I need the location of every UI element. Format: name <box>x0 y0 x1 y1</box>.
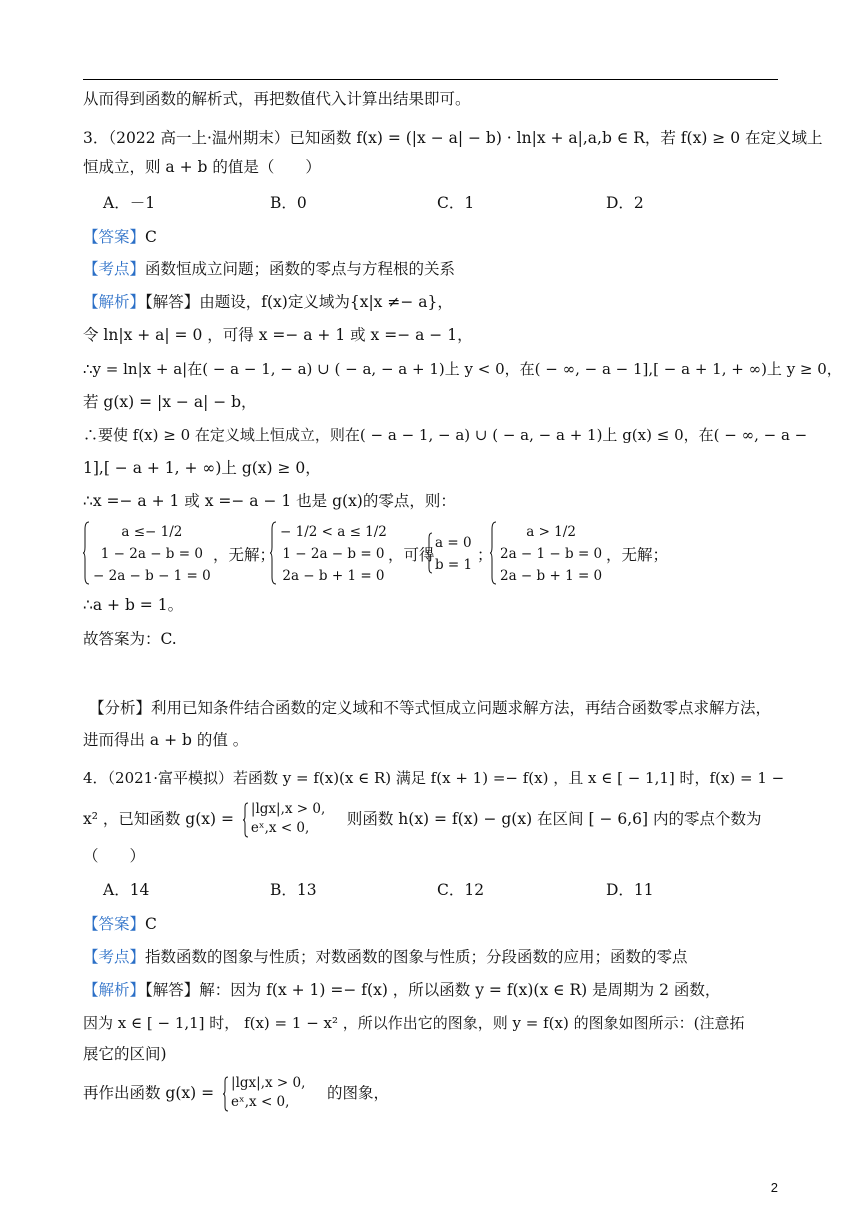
q4-option-b: B．13 <box>270 881 317 899</box>
brace-icon <box>490 521 497 585</box>
q3-conclusion: ∴a + b = 1。 <box>83 596 184 614</box>
q3-final: 故答案为：C. <box>83 630 177 648</box>
system-1-row-1: a ≤− 1/2 <box>121 524 183 540</box>
q3-stem-line2: 恒成立，则 a + b 的值是（ ） <box>83 158 321 176</box>
q3-comment-tag: 【分析】 <box>89 699 152 717</box>
q4-g-case-1: |lgx|,x > 0, <box>250 801 326 817</box>
system-2-row-3: 2a − b + 1 = 0 <box>282 568 385 584</box>
q3-analysis-line2: 令 ln|x + a| = 0 ，可得 x =− a + 1 或 x =− a − 1， <box>83 326 473 344</box>
q4-g-piecewise <box>243 800 338 840</box>
system-3-row-1: a > 1/2 <box>526 524 576 540</box>
q4-answer-tag: 【答案】 <box>83 915 146 933</box>
brace-icon <box>427 532 433 574</box>
q4-analysis-text-1: 【解答】解：因为 f(x + 1) =− f(x) ，所以函数 y = f(x)(x ∈ R) 是周期为 2 函数， <box>145 981 721 999</box>
q4-g2-case-1: |lgx|,x > 0, <box>231 1075 306 1091</box>
q4-stem-line2 <box>83 800 762 840</box>
q3-answer-tag: 【答案】 <box>83 228 146 246</box>
q4-option-c: C．12 <box>437 881 485 899</box>
q3-system-2 <box>270 521 394 587</box>
q4-topic: 指数函数的图象与性质；对数函数的图象与性质；分段函数的应用；函数的零点 <box>145 948 688 966</box>
system-2-row-1: − 1/2 < a ≤ 1/2 <box>280 524 387 540</box>
q3-comment-line2: 进而得出 a + b 的值 。 <box>83 731 249 749</box>
q4-topic-tag: 【考点】 <box>83 948 146 966</box>
q3-stem-line1: 3．（2022 高一上·温州期末）已知函数 f(x) = (|x − a| − b) · ln|x + a|,a,b ∈ R，若 f(x) ≥ 0 在定义域上 <box>83 129 823 147</box>
system-word-3: ； <box>477 546 493 564</box>
system-3-row-3: 2a − b + 1 = 0 <box>500 568 603 584</box>
q4-stem-line3: （ ） <box>83 847 146 865</box>
intro-line: 从而得到函数的解析式，再把数值代入计算出结果即可。 <box>83 90 471 108</box>
q4-analysis-line3: 展它的区间) <box>83 1045 167 1063</box>
q4-analysis-tag: 【解析】 <box>83 981 146 999</box>
q4-analysis-line4 <box>83 1074 389 1116</box>
q3-comment-line1 <box>89 697 771 719</box>
q4-g2-case-2: eˣ,x < 0, <box>231 1094 290 1110</box>
q4-stem-line1: 4．（2021·富平模拟）若函数 y = f(x)(x ∈ R) 满足 f(x + 1) =− f(x) ，且 x ∈ [ − 1,1] 时，f(x) = 1 − <box>83 769 785 787</box>
q3-analysis-line1 <box>83 291 453 313</box>
brace-icon <box>83 521 90 585</box>
q4-stem-part-a: x² ，已知函数 g(x) = <box>83 810 234 828</box>
brace-icon <box>223 1076 229 1112</box>
q3-answer: C <box>145 228 157 246</box>
result-row-1: a = 0 <box>435 535 472 551</box>
system-word-4: ，无解； <box>606 546 669 564</box>
q3-option-d: D．2 <box>606 194 644 212</box>
q3-analysis-line4: 若 g(x) = |x − a| − b， <box>83 393 257 411</box>
q3-option-a: A．－1 <box>103 194 156 212</box>
system-word-2: ，可得 <box>388 546 435 564</box>
header-rule <box>83 79 778 80</box>
q3-analysis-line3: ∴y = ln|x + a|在( − a − 1, − a) ∪ ( − a, − a + 1)上 y < 0，在( − ∞, − a − 1],[ − a + 1, + ∞)上 y ≥ 0， <box>83 360 842 378</box>
q3-topic-line <box>83 258 455 280</box>
q3-answer-line <box>83 226 157 248</box>
result-row-2: b = 1 <box>435 557 473 573</box>
q4-analysis-line1 <box>83 979 720 1001</box>
q3-analysis-text-1: 【解答】由题设，f(x)定义域为{x|x ≠− a}， <box>145 293 453 311</box>
system-1-row-3: − 2a − b − 1 = 0 <box>93 568 211 584</box>
system-word-1: ，无解； <box>213 546 276 564</box>
brace-icon <box>243 802 249 838</box>
q4-analysis-part-a: 再作出函数 g(x) = <box>83 1084 215 1102</box>
q3-analysis-line7: ∴x =− a + 1 或 x =− a − 1 也是 g(x)的零点，则： <box>83 492 456 510</box>
q4-answer: C <box>145 915 157 933</box>
q4-option-d: D．11 <box>606 881 654 899</box>
q4-g-piecewise-2 <box>223 1074 318 1114</box>
q4-answer-line <box>83 913 157 935</box>
q4-topic-line <box>83 946 688 968</box>
q4-g-case-2: eˣ,x < 0, <box>250 820 310 836</box>
q4-stem-part-b: 则函数 h(x) = f(x) − g(x) 在区间 [ − 6,6] 内的零点个数为 <box>346 810 762 828</box>
q4-analysis-line2: 因为 x ∈ [ − 1,1] 时， f(x) = 1 − x² ，所以作出它的图象，则 y = f(x) 的图象如图所示：(注意拓 <box>83 1014 745 1032</box>
system-2-row-2: 1 − 2a − b = 0 <box>282 546 385 562</box>
q3-topic: 函数恒成立问题；函数的零点与方程根的关系 <box>145 260 456 278</box>
q4-option-a: A．14 <box>103 881 150 899</box>
system-1-row-2: 1 − 2a − b = 0 <box>100 546 203 562</box>
brace-icon <box>270 521 277 585</box>
q3-system-1 <box>83 521 209 587</box>
q3-analysis-line6: 1],[ − a + 1, + ∞)上 g(x) ≥ 0， <box>83 459 321 477</box>
system-3-row-2: 2a − 1 − b = 0 <box>500 546 603 562</box>
q3-option-c: C．1 <box>437 194 475 212</box>
q4-analysis-part-b: 的图象， <box>326 1084 389 1102</box>
q3-analysis-line5: ∴要使 f(x) ≥ 0 在定义域上恒成立，则在( − a − 1, − a) ∪ ( − a, − a + 1)上 g(x) ≤ 0，在( − ∞, − a − <box>83 426 808 444</box>
q3-option-b: B．0 <box>270 194 307 212</box>
q3-analysis-tag: 【解析】 <box>83 293 146 311</box>
q3-topic-tag: 【考点】 <box>83 260 146 278</box>
page-number: 2 <box>770 1180 778 1195</box>
q3-system-3 <box>490 521 620 587</box>
q3-comment-text: 利用已知条件结合函数的定义域和不等式恒成立问题求解方法，再结合函数零点求解方法， <box>151 699 772 717</box>
